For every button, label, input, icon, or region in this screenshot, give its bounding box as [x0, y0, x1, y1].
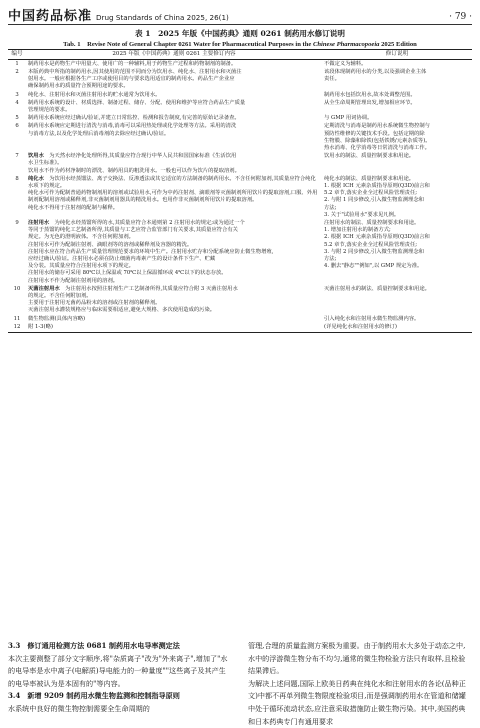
water-type-label: 饮用水	[28, 153, 44, 160]
content-text: 规定。为无色的澄明液体。不含任何附加剂。	[28, 234, 134, 241]
content-line	[28, 83, 320, 90]
row-number: 9	[15, 219, 19, 226]
revision-content	[26, 99, 322, 114]
reason-line: 引入纯化水和注射用水微生物监测内容。	[324, 315, 420, 322]
reason-line: (详见纯化水和注射用水的修订)	[324, 323, 397, 330]
revision-content	[26, 115, 322, 123]
body-column-right	[248, 640, 472, 728]
revision-reason	[322, 60, 472, 69]
content-text: 及分装。其质量应符合注射用水项下的规定。	[28, 263, 134, 270]
content-line	[28, 190, 320, 204]
reason-line: 定期清洗与消毒是制药用水系统微生物控制与	[324, 123, 430, 130]
row-number: 8	[15, 175, 19, 182]
reason-line: 4. 删去"静态""例如",以 GMP 规定为准。	[324, 263, 423, 270]
content-line	[28, 107, 320, 114]
revision-content	[26, 175, 322, 219]
revision-reason	[322, 323, 472, 332]
content-text: 纯化水、注射用水和灭菌注射用水的贮水通常为饮用水。	[28, 91, 161, 98]
content-line	[28, 123, 320, 130]
content-text: 与消毒方法,以及化学处理后消毒剂的去除应经过确认/验证。	[28, 130, 170, 137]
row-number: 1	[15, 60, 19, 67]
content-text: 主要用于注射用无菌药品粉末的溶剂或注射剂的稀释剂。	[28, 300, 161, 307]
table-body	[8, 60, 472, 332]
reason-line: 饮用水的制法、质量控制要求和用途。	[324, 153, 415, 160]
row-number: 6	[15, 123, 19, 130]
table-row	[8, 123, 472, 153]
reason-line: 从全生命周期管理出发,增加相应环节。	[324, 99, 416, 106]
content-text: 灭菌注射用水灌装规格应与临床需要相适应,避免大规格、多次使用造成的污染。	[28, 307, 216, 314]
revision-content	[26, 91, 322, 99]
content-text: 制药用水系统应定期进行清洗与消毒,消毒可以采用热处理或化学处理等方法。采用的清洗	[28, 123, 237, 130]
revision-content	[26, 285, 322, 315]
row-number: 2	[15, 68, 19, 75]
paragraph: 水系统中良好的微生物控制需要全生命周期的	[8, 703, 150, 713]
reason-line: 3. 关于"试验用水"要求见凡例。	[324, 211, 400, 218]
content-text: 管理规范的要求。	[28, 106, 71, 113]
row-number: 4	[15, 99, 19, 106]
content-line	[28, 316, 320, 323]
reason-line: 方法;	[324, 204, 337, 211]
row-number: 10	[13, 285, 21, 292]
revision-content	[26, 68, 322, 91]
water-type-label: 灭菌注射用水	[28, 285, 60, 292]
content-text: 制药用水系统的设计、材质选择、制备过程、储存、分配、使用和维护等应符合药品生产质量	[28, 99, 246, 106]
table-row	[8, 175, 472, 219]
revision-reason	[322, 99, 472, 114]
content-line	[28, 168, 320, 175]
journal-title-en: Drug Standards of China 2025, 26(1)	[96, 13, 229, 22]
content-line	[28, 249, 320, 256]
revision-content	[26, 219, 322, 285]
content-line	[28, 270, 320, 277]
reason-line: 预防性维修的关键技术手段。包括定期的除	[324, 130, 425, 137]
content-text: 等同于蒸馏的纯化工艺制备所得,其质量与工艺应符合监管部门有关要求,其质量应符合有关	[28, 227, 238, 234]
col-header-number: 编号	[8, 50, 26, 60]
reason-line: 纯化水的制法、质量控制要求和用途。	[324, 175, 415, 182]
content-line	[28, 324, 320, 331]
reason-line: 1. 根据 ICH 元素杂质指导原则(Q3D)前言和	[324, 182, 430, 189]
table-row	[8, 91, 472, 99]
content-text: 制药用水系统应经过确认/验证,并建立日常监控、检测和报告制度,有完善的原始记录备查。	[28, 115, 240, 122]
revision-reason	[322, 285, 472, 315]
reason-line: 生物膜、除藻和除铁(包括铁锈/元素杂质等)。	[324, 137, 431, 144]
revision-reason	[322, 91, 472, 99]
content-text: 的规定。不含任何附加剂。	[28, 293, 92, 299]
section-heading-3-3: 3.3 修订通用检测方法 0681 制药用水电导率测定法	[8, 641, 180, 650]
content-text: 为纯化水经蒸馏所得的水,其质量应符合本通则第 2 注射用水的规定;或为通过一个	[54, 219, 245, 226]
content-line	[28, 205, 320, 212]
reason-line: 1. 增加注射用水的制备方式;	[324, 227, 391, 234]
journal-title-cn: 中国药品标准	[8, 9, 93, 24]
table-row	[8, 315, 472, 323]
content-text: 纯化水不得用于注射剂的配制与稀释。	[28, 204, 119, 211]
row-number: 12	[8, 323, 26, 332]
table-title-en-italic: Chinese Pharmacopoeia	[312, 41, 380, 48]
revision-content	[26, 323, 322, 332]
content-line	[28, 160, 320, 167]
reason-line: 注射用水的制法、质量控制要求和用途。	[324, 219, 420, 226]
reason-line: 2. 根据 ICH 元素杂质指导原则(Q3D)前言和	[324, 234, 430, 241]
reason-line: 2. 与附 1 同步修改,引入微生物监测理念和	[324, 197, 424, 204]
content-text: 确保制药用水的质量符合预期用途的要求。	[28, 83, 129, 90]
paragraph: 管理,合理的质量监测方案极为重要。由于制药用水大多处于动态之中,水中的浮游微生物分布不均匀,通常的微生物检验方法只有取样,且检验结果滞后。	[248, 641, 466, 676]
reason-line: 5.2 章节,落实企业全过程风险管理责任;	[324, 241, 418, 248]
section-heading-3-4: 3.4 新增 9209 制药用水微生物监测和控制指导原则	[8, 691, 180, 701]
content-text: 注射用水的储存可采用 80℃以上保温或 70℃以上保温循环或 4℃以下的状态存放。	[28, 270, 227, 277]
content-line	[28, 100, 320, 107]
revision-reason	[322, 175, 472, 219]
content-text: 为天然水经净化处理所得,其质量应符合现行中华人民共和国国家标准《生活饮用	[49, 153, 237, 160]
reason-line: 5.2 章节,落实企业全过程风险管理责任;	[324, 190, 418, 197]
content-text: 射用水。一般应根据各生产工序或使用目的与要求选用适宜的制药用水。药品生产企业应	[28, 76, 235, 83]
row-number: 11	[13, 315, 21, 322]
content-text: 应经过确认/验证。注射用水必须在防止细菌内毒素产生的设计条件下生产、贮藏	[28, 255, 216, 262]
table-title-en	[0, 38, 480, 48]
row-number: 7	[15, 153, 19, 160]
page-number: · 79 ·	[449, 12, 472, 22]
content-line	[28, 115, 320, 122]
reason-line: 与 GMP 用词协调。	[324, 115, 373, 122]
reason-line: 热水消毒、化学消毒等日常清洗与消毒工作。	[324, 144, 430, 151]
water-type-label: 纯化水	[28, 175, 44, 182]
content-line	[28, 92, 320, 99]
table-row	[8, 60, 472, 69]
table-title-en-suffix: 2025 Edition	[379, 41, 417, 48]
col-header-reason: 修订说明	[322, 50, 472, 60]
table-row	[8, 115, 472, 123]
content-text: 为饮用水经蒸馏法、离子交换法、反渗透法或其它适宜的方法制备的制药用水。不含任何附加剂,其质量应符合纯化水项下的规定。	[28, 175, 316, 189]
revision-content	[26, 123, 322, 153]
content-text: 制药用水是药物生产中用量大、使用广的一种辅料,用于药物生产过程和药物制剂的制备。	[28, 60, 237, 67]
reason-line: 灭菌注射用水的制法、质量控制要求和用途。	[324, 285, 430, 292]
revision-reason	[322, 219, 472, 285]
revision-reason	[322, 315, 472, 323]
content-text: 注射用水不作为配制注射剂用的溶剂。	[28, 277, 119, 284]
running-header	[8, 6, 472, 25]
reason-line: 该段体现制药用水的分类,以及强调企业主体	[324, 68, 427, 75]
content-text: 本版药典中所指的制药用水,因其使用的范围不同而分为饮用水、纯化水、注射用水和灭菌注	[28, 68, 242, 75]
revision-content	[26, 315, 322, 323]
reason-line: 责任。	[324, 76, 340, 83]
content-line	[28, 61, 320, 68]
content-text: 水卫生标准》。	[28, 160, 63, 167]
table-title-cn: 表 1 2025 年版《中国药典》通则 0261 制药用水修订说明	[134, 29, 345, 38]
content-line	[28, 286, 320, 293]
revision-reason	[322, 123, 472, 153]
paragraph: 本次主要测整了部分文字顺序,将"杂质离子"改为"外来离子",增加了"水的电导率是水中离子(电解质)导电能力的一种量度""这些离子及其产生的电导率被认为是本固有的"等内容。	[8, 653, 228, 688]
revision-reason	[322, 68, 472, 91]
revision-table	[8, 49, 472, 333]
body-column-left	[8, 640, 232, 716]
table-row	[8, 219, 472, 285]
content-text: 纯化水可作为配制普通药物制剂用的溶剂或试验用水,可作为中药注射剂、滴眼剂等灭菌制剂所用饮片的提取溶剂,口服、外用制剂配制用溶剂或稀释剂,非灭菌制剂用器具的精洗用水。也用作非灭菌制剂所用饮片的提取溶剂。	[28, 190, 318, 204]
content-line	[28, 234, 320, 241]
content-line	[28, 176, 320, 190]
content-line	[28, 242, 320, 249]
content-line	[28, 153, 320, 160]
col-header-content: 2025 年版《中国药典》通则 0261 主要修订内容	[26, 50, 322, 60]
reason-line: 方法;	[324, 255, 337, 262]
content-text: 附 1-3(略)	[28, 323, 53, 330]
table-row	[8, 285, 472, 315]
table-header-row	[8, 50, 472, 60]
content-line	[28, 278, 320, 285]
row-number: 3	[15, 91, 19, 98]
revision-reason	[322, 153, 472, 176]
content-line	[28, 307, 320, 314]
table-row	[8, 153, 472, 176]
revision-reason	[322, 115, 472, 123]
reason-line: 不做定义为辅料。	[324, 60, 367, 67]
paragraph: 为解决上述问题,国际上欧美日药典在纯化水和注射用水的各论(品种正文)中都不再单列微生物限度检验项目,而是强调制药用水在管道和储罐中处于循环流动状态,应注意采取措施防止微生物污染。其中,美国药典和日本药典专门有通用要求	[248, 678, 466, 726]
table-row	[8, 68, 472, 91]
revision-content	[26, 153, 322, 176]
content-text: 微生物监测(具体内容略)	[28, 315, 86, 322]
content-text: 饮用水不作为药材净制时的漂洗、制药用具的粗洗用水。一般也可以作为饮片的提取溶剂。	[28, 167, 240, 174]
water-type-label: 注射用水	[28, 219, 50, 226]
row-number: 5	[15, 115, 19, 122]
revision-content	[26, 60, 322, 69]
content-text: 为注射用水按照注射剂生产工艺制备所得,其质量应符合附 3 灭菌注射用水	[65, 285, 238, 292]
content-line	[28, 131, 320, 138]
table-title-en-prefix: Tab. 1 Revise Note of General Chapter 0261 Water for Pharmaceutical Purposes in the	[63, 41, 313, 48]
table-row	[8, 323, 472, 332]
table-row	[8, 99, 472, 114]
content-text: 注射用水可作为配制注射剂、滴眼剂等的溶剂或稀释剂及容器的精洗。	[28, 241, 193, 248]
content-text: 注射用水应在符合药品生产质量管理规范要求的环境中生产。注射用水贮存和分配系统应防止微生物增殖,	[28, 248, 274, 255]
reason-line: 3. 与附 2 同步修改,引入微生物监测理念和	[324, 248, 424, 255]
reason-line: 制药用水包括饮用水,故本处调整范围。	[324, 91, 416, 98]
